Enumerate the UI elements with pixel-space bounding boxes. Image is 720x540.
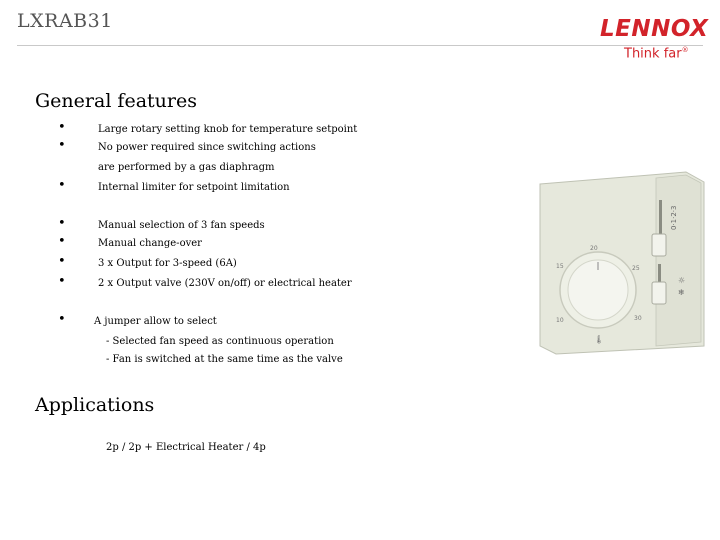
logo-tagline-text: Think far xyxy=(624,46,682,62)
thermometer-icon: 🌡 xyxy=(594,335,605,344)
logo-tagline xyxy=(624,46,689,61)
dial-scale-label: 25 xyxy=(632,265,640,272)
logo-wordmark: LENNOX xyxy=(600,16,709,42)
changeover-switch xyxy=(652,282,666,304)
feature-text: Manual selection of 3 fan speeds xyxy=(98,220,265,231)
dial-scale-label: 15 xyxy=(556,263,564,270)
heat-symbol-icon: ☼ xyxy=(678,276,686,285)
feature-text: Manual change-over xyxy=(98,238,202,249)
bullet-dot: • xyxy=(58,234,66,249)
bullet-dot: • xyxy=(58,216,66,231)
feature-text: Internal limiter for setpoint limitation xyxy=(98,182,290,193)
jumper-subitem: - Selected fan speed as continuous operation xyxy=(106,336,334,347)
feature-text: 2 x Output valve (230V on/off) or electrical heater xyxy=(98,278,352,289)
dial-scale-label: 30 xyxy=(634,315,642,322)
bullet-dot: • xyxy=(58,138,66,153)
bullet-dot: • xyxy=(58,254,66,269)
bullet-dot: • xyxy=(58,120,66,135)
logo-trademark: ® xyxy=(681,46,689,54)
changeover-symbol-icon: ❄ xyxy=(678,288,685,297)
document-title: LXRAB31 xyxy=(17,10,113,32)
slider-slot xyxy=(658,264,661,284)
fan-speed-switch xyxy=(652,234,666,256)
thermostat-illustration xyxy=(536,170,706,356)
control-strip xyxy=(656,175,701,346)
bullet-dot: • xyxy=(58,274,66,289)
jumper-subitem: - Fan is switched at the same time as the valve xyxy=(106,354,343,365)
dial-scale-label: 20 xyxy=(590,245,598,252)
applications-heading: Applications xyxy=(35,394,155,416)
lennox-logo xyxy=(600,14,710,66)
general-features-heading: General features xyxy=(35,90,197,112)
bullet-dot: • xyxy=(58,178,66,193)
feature-text: Large rotary setting knob for temperature setpoint xyxy=(98,124,358,135)
feature-text: 3 x Output for 3-speed (6A) xyxy=(98,258,237,269)
feature-text: No power required since switching actions xyxy=(98,142,316,153)
feature-continuation: are performed by a gas diaphragm xyxy=(98,162,275,173)
jumper-text: A jumper allow to select xyxy=(94,316,217,327)
fan-speed-label: 0·1·2·3 xyxy=(670,205,678,230)
dial-scale-label: 10 xyxy=(556,317,564,324)
bullet-dot: • xyxy=(58,312,66,327)
applications-text: 2p / 2p + Electrical Heater / 4p xyxy=(106,442,266,453)
